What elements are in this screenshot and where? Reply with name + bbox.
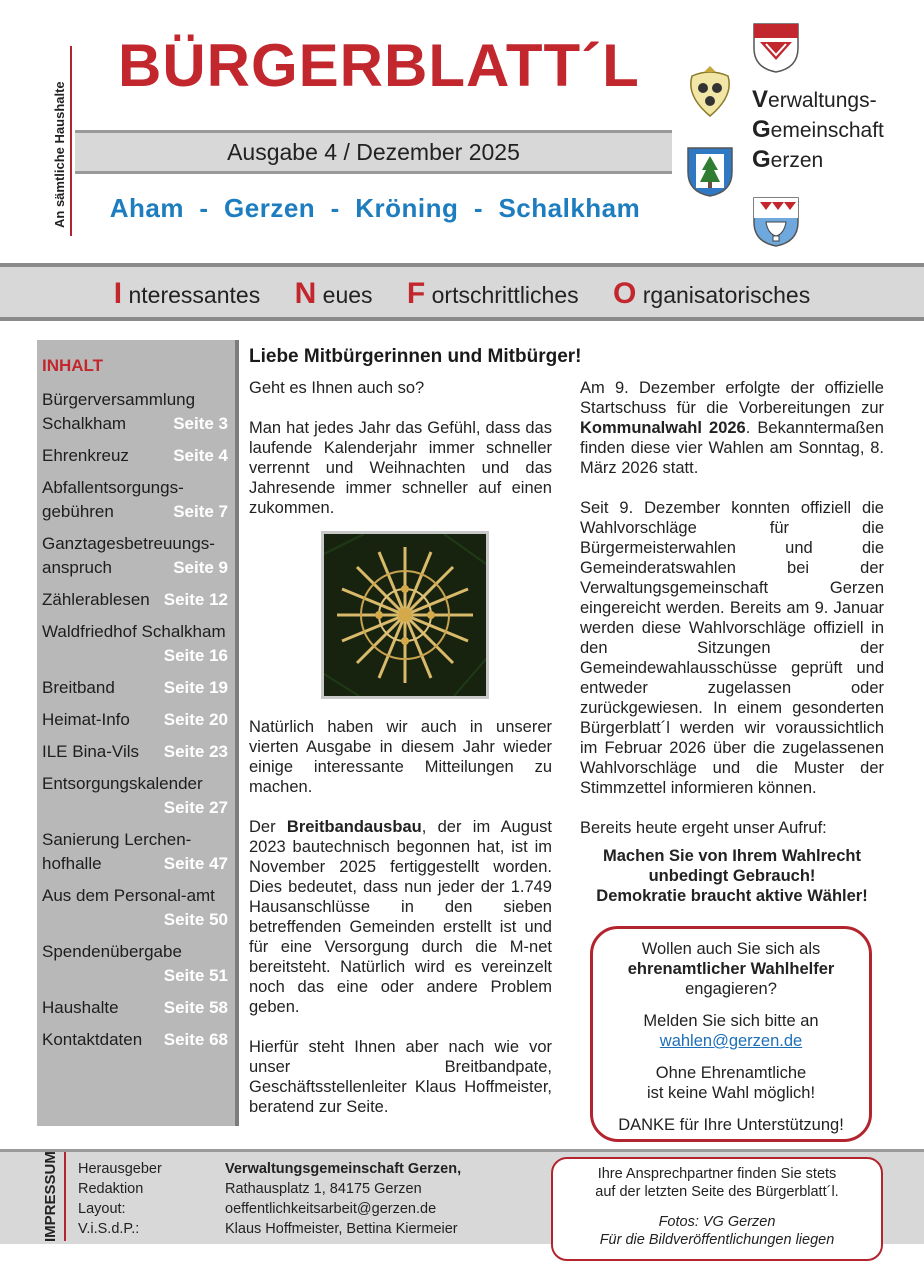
- toc-entry-title: Waldfriedhof Schalkham: [42, 622, 226, 641]
- toc-entry-title: Ehrenkreuz: [42, 446, 129, 465]
- article-paragraph: Bereits heute ergeht unser Aufruf:: [580, 819, 827, 837]
- toc-entry-page: Seite 50: [163, 910, 228, 929]
- article-column-1: [249, 378, 552, 538]
- toc-entry[interactable]: [42, 620, 228, 668]
- vg-initial: G: [752, 146, 771, 173]
- toc-entry-page: Seite 7: [173, 502, 228, 521]
- toc-entry-title: Heimat-Info: [42, 710, 130, 729]
- toc-entry-page: Seite 27: [163, 798, 228, 817]
- article-column-2: [580, 378, 884, 906]
- impressum-key: Herausgeber: [78, 1161, 162, 1177]
- callout-line: engagieren?: [685, 980, 777, 998]
- impressum-key: Layout:: [78, 1201, 126, 1217]
- issue-bar: [75, 130, 672, 174]
- toc-entry[interactable]: [42, 772, 228, 820]
- callout-line-bold: ehrenamtlicher Wahlhelfer: [627, 960, 835, 978]
- callout-paragraph: DANKE für Ihre Unterstützung!: [618, 1116, 844, 1134]
- toc-entry-page: Seite 47: [163, 854, 228, 873]
- toc-entry-title: Spendenübergabe: [42, 942, 182, 961]
- table-of-contents: [37, 340, 239, 1126]
- toc-entry[interactable]: [42, 884, 228, 932]
- toc-entry[interactable]: [42, 940, 228, 988]
- toc-entry-page: Seite 68: [163, 1030, 228, 1049]
- article-paragraph: Seit 9. Dezember konnten offiziell die Wahlvorschläge für die Bürgermeisterwahlen und die Gemeinderatswahlen bei der Verwaltungsgemeinschaft Gerzen eingereicht werden. Bereits am 9. Januar werden diese Wahlvorschläge offiziell in den Sitzungen der Gemeindewahlausschüsse geprüft und entweder zugelassen oder zurückgewiesen. In einem gesonderten Bürgerblatt´l werden wir voraussichtlich im Februar 2026 über die zugelassenen Wahlvorschläge und die Muster der Stimmzettel informieren können.: [580, 499, 884, 797]
- callout-line: ist keine Wahl möglich!: [646, 1084, 816, 1102]
- toc-entry[interactable]: [42, 676, 228, 700]
- email-link[interactable]: wahlen@gerzen.de: [659, 1032, 803, 1050]
- village-name: Aham: [109, 193, 184, 223]
- article-column-1-continued: [249, 717, 552, 1137]
- vg-word: emeinschaft: [770, 119, 884, 142]
- photo-credit-note: Für die Bildveröffentlichungen liegen: [599, 1232, 835, 1248]
- toc-entry-title: Abfallentsorgungs-gebühren: [42, 478, 184, 521]
- banner-initial: I: [113, 277, 123, 310]
- text-run: , der im August 2023 bautechnisch begonnen hat, ist im November 2025 fertiggestellt worden. Dies bedeutet, dass nun jeder der 1.749 Hausanschlüsse in den sieben betreffenden Gemeinden erstellt ist und für eine Versorgung durch die M-net bereitsteht. Natürlich wird es vereinzelt noch das eine oder andere Problem geben.: [249, 818, 552, 1016]
- banner-initial: F: [406, 277, 426, 310]
- toc-entry[interactable]: [42, 532, 228, 580]
- village-name: Schalkham: [498, 193, 641, 223]
- crest-icon-tree: [686, 146, 734, 198]
- toc-entry[interactable]: [42, 444, 228, 468]
- contact-hint-line: auf der letzten Seite des Bürgerblatt´l.: [595, 1184, 839, 1200]
- text-run: Am 9. Dezember erfolgte der offizielle Startschuss für die Vorbereitungen zur: [580, 379, 884, 417]
- impressum-keys: [78, 1159, 162, 1239]
- callout-paragraph: [593, 939, 869, 999]
- toc-entry-title: Entsorgungskalender: [42, 774, 203, 793]
- text-run-bold: Breitbandausbau: [286, 818, 422, 836]
- toc-heading: INHALT: [42, 356, 104, 375]
- vg-initial: G: [752, 116, 771, 143]
- article-paragraph: Hierfür steht Ihnen aber nach wie vor unser Breitbandpate, Geschäftsstellenleiter Klaus Hoffmeister, beratend zur Seite.: [249, 1038, 552, 1116]
- callout-paragraph: [593, 1011, 869, 1051]
- toc-entry-title: Breitband: [42, 678, 115, 697]
- banner-initial: O: [613, 277, 637, 310]
- toc-entry-title: Zählerablesen: [42, 590, 150, 609]
- toc-entry[interactable]: [42, 708, 228, 732]
- vg-word: erwaltungs-: [768, 89, 877, 112]
- banner-word: nteressantes: [128, 282, 261, 308]
- toc-entry-page: Seite 58: [163, 998, 228, 1017]
- info-banner: [0, 263, 924, 321]
- impressum-label: [30, 1152, 66, 1241]
- callout-paragraph: [593, 1063, 869, 1103]
- impressum-value: oeffentlichkeitsarbeit@gerzen.de: [225, 1201, 437, 1217]
- crest-icon-top: [752, 22, 800, 74]
- toc-entry[interactable]: [42, 1028, 228, 1052]
- toc-entry[interactable]: [42, 388, 228, 436]
- poll-worker-callout: [590, 926, 872, 1142]
- impressum-value: Klaus Hoffmeister, Bettina Kiermeier: [225, 1221, 458, 1237]
- callout-line: Melden Sie sich bitte an: [643, 1012, 819, 1030]
- toc-entry-title: ILE Bina-Vils: [42, 742, 140, 761]
- impressum-key: Redaktion: [78, 1181, 144, 1197]
- banner-word: eues: [322, 282, 373, 308]
- toc-list: [42, 388, 228, 1060]
- toc-entry[interactable]: [42, 740, 228, 764]
- banner-word: ortschrittliches: [431, 282, 579, 308]
- toc-entry-title: Bürgerversammlung Schalkham: [42, 390, 196, 433]
- callout-line: Ohne Ehrenamtliche: [655, 1064, 807, 1082]
- impressum-values: [225, 1159, 461, 1239]
- toc-entry[interactable]: [42, 588, 228, 612]
- toc-entry-title: Aus dem Personal-amt: [42, 886, 215, 905]
- village-list: Aham - Gerzen - Kröning - Schalkham: [109, 193, 641, 223]
- toc-entry-title: Kontaktdaten: [42, 1030, 143, 1049]
- text-run: Der: [249, 818, 287, 836]
- appeal-line: Machen Sie von Ihrem Wahlrecht: [603, 847, 861, 865]
- village-name: Kröning: [355, 193, 459, 223]
- contact-hint-box: [551, 1157, 883, 1261]
- newsletter-title: BÜRGERBLATT´L: [118, 32, 640, 99]
- toc-entry[interactable]: [42, 996, 228, 1020]
- article-headline: Liebe Mitbürgerinnen und Mitbürger!: [249, 346, 582, 367]
- straw-star-photo: [321, 531, 489, 699]
- banner-initial: N: [294, 277, 317, 310]
- vg-name: [752, 85, 884, 175]
- article-paragraph: Natürlich haben wir auch in unserer vierten Ausgabe in diesem Jahr wieder einige interessante Mitteilungen zu machen.: [249, 718, 552, 796]
- impressum-key: V.i.S.d.P.:: [78, 1221, 140, 1237]
- toc-entry[interactable]: [42, 828, 228, 876]
- toc-entry-page: Seite 12: [163, 590, 228, 609]
- impressum-label-text: IMPRESSUM: [42, 1151, 59, 1242]
- audience-note-text: An sämtliche Haushalte: [52, 81, 67, 228]
- village-name: Gerzen: [224, 193, 316, 223]
- toc-entry-page: Seite 16: [163, 646, 228, 665]
- toc-entry-title: Sanierung Lerchen-hofhalle: [42, 830, 192, 873]
- vg-initial: V: [752, 86, 769, 113]
- toc-entry-title: Haushalte: [42, 998, 119, 1017]
- article-paragraph: Man hat jedes Jahr das Gefühl, dass das laufende Kalenderjahr immer schneller verrennt und Weihnachten und das Jahresende immer schneller auf einen zukommen.: [249, 419, 552, 517]
- issue-label: Ausgabe 4 / Dezember 2025: [227, 139, 520, 165]
- toc-entry-page: Seite 4: [173, 446, 228, 465]
- appeal-line: Demokratie braucht aktive Wähler!: [596, 887, 868, 905]
- toc-entry-page: Seite 51: [163, 966, 228, 985]
- toc-entry-page: Seite 19: [163, 678, 228, 697]
- toc-entry-page: Seite 23: [163, 742, 228, 761]
- impressum-value: Verwaltungsgemeinschaft Gerzen,: [225, 1161, 462, 1177]
- crest-icon-moors: [686, 66, 734, 118]
- callout-line: Wollen auch Sie sich als: [641, 940, 821, 958]
- article-paragraph: [580, 378, 884, 478]
- toc-entry-title: Ganztagesbetreuungs-anspruch: [42, 534, 215, 577]
- election-appeal: [580, 846, 884, 906]
- article-paragraph: Geht es Ihnen auch so?: [249, 379, 425, 397]
- toc-entry-page: Seite 3: [173, 414, 228, 433]
- photo-credit: Fotos: VG Gerzen: [658, 1214, 776, 1230]
- text-run-bold: Kommunalwahl 2026: [580, 419, 746, 437]
- impressum-value: Rathausplatz 1, 84175 Gerzen: [225, 1181, 422, 1197]
- appeal-line: unbedingt Gebrauch!: [648, 867, 816, 885]
- text-run: . Bekanntermaßen finden diese vier Wahlen am Sonntag, 8. März 2026 statt.: [580, 419, 884, 477]
- contact-hint-line: Ihre Ansprechpartner finden Sie stets: [597, 1166, 837, 1182]
- audience-note: [30, 46, 72, 236]
- toc-entry[interactable]: [42, 476, 228, 524]
- crest-icon-cup: [752, 196, 800, 248]
- banner-word: rganisatorisches: [642, 282, 811, 308]
- vg-word: erzen: [770, 149, 824, 172]
- article-paragraph: [249, 817, 552, 1017]
- toc-entry-page: Seite 9: [173, 558, 228, 577]
- toc-entry-page: Seite 20: [163, 710, 228, 729]
